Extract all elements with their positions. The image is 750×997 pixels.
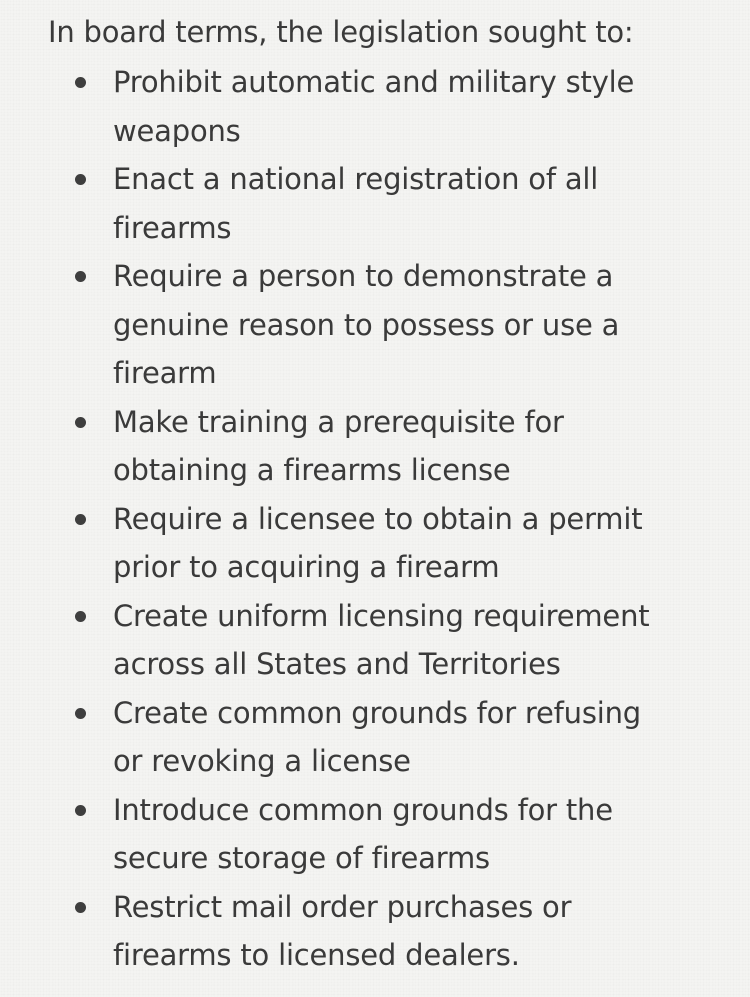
bullet-icon bbox=[75, 417, 86, 428]
list-item-line: firearm bbox=[113, 356, 217, 390]
list-item bbox=[48, 495, 710, 592]
bullet-icon bbox=[75, 514, 86, 525]
list-item-line: or revoking a license bbox=[113, 744, 411, 778]
bullet-icon bbox=[75, 174, 86, 185]
list-item-line: obtaining a firearms license bbox=[113, 453, 511, 487]
list-item-line: prior to acquiring a firearm bbox=[113, 550, 500, 584]
list-item-line: Create common grounds for refusing bbox=[113, 695, 642, 730]
list-item-line: Enact a national registration of all bbox=[113, 162, 599, 196]
list-item bbox=[48, 155, 710, 252]
list-item-line: Restrict mail order purchases or bbox=[113, 889, 572, 924]
list-item bbox=[48, 58, 710, 155]
list-item bbox=[48, 398, 710, 495]
list-item-line: Require a person to demonstrate a bbox=[113, 259, 614, 293]
list-item-line: Require a licensee to obtain a permit bbox=[113, 501, 643, 536]
bullet-icon bbox=[75, 902, 86, 913]
list-item-line: weapons bbox=[113, 113, 241, 148]
list-item bbox=[48, 592, 710, 689]
bullet-icon bbox=[75, 805, 86, 816]
list-item-line: Prohibit automatic and military style bbox=[113, 65, 635, 99]
list-item-line: Create uniform licensing requirement bbox=[113, 598, 650, 633]
list-item-line: secure storage of firearms bbox=[113, 841, 490, 875]
list-item bbox=[48, 689, 710, 786]
intro-text: In board terms, the legislation sought to: bbox=[48, 15, 634, 49]
bullet-icon bbox=[75, 77, 86, 88]
bullet-icon bbox=[75, 708, 86, 719]
list-item bbox=[48, 786, 710, 883]
list-item-line: across all States and Territories bbox=[113, 647, 561, 681]
list-item bbox=[48, 252, 710, 398]
list-item-line: Introduce common grounds for the bbox=[113, 792, 613, 827]
bullet-icon bbox=[75, 271, 86, 282]
list-item bbox=[48, 883, 710, 980]
bullet-icon bbox=[75, 611, 86, 622]
bullet-list bbox=[48, 58, 710, 980]
list-item-line: firearms bbox=[113, 210, 232, 245]
list-item-line: firearms to licensed dealers. bbox=[113, 938, 520, 972]
list-item-line: genuine reason to possess or use a bbox=[113, 307, 620, 342]
list-item-line: Make training a prerequisite for bbox=[113, 404, 564, 439]
